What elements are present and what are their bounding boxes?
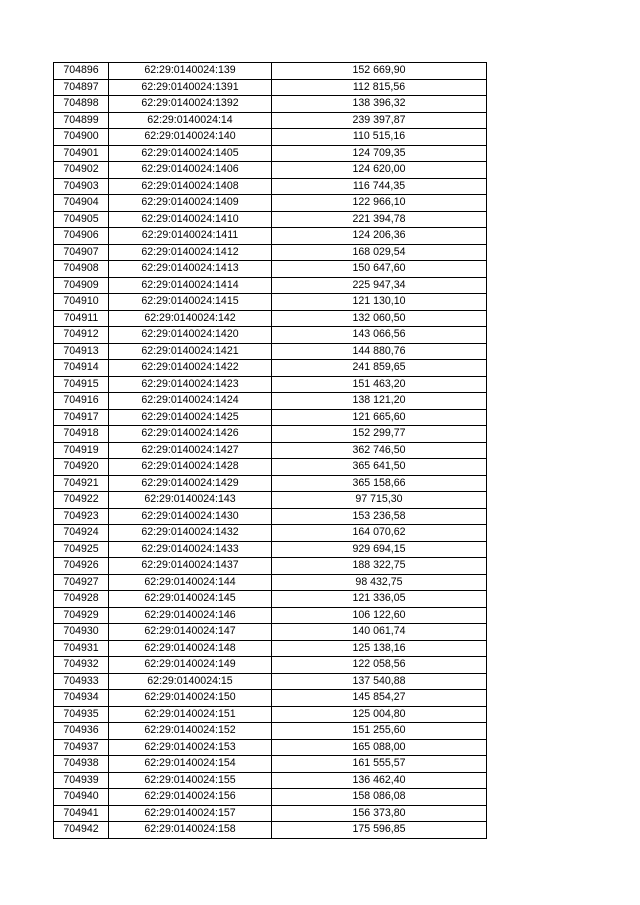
- table-row: [54, 607, 487, 624]
- row-number-cell: 704905: [54, 211, 109, 228]
- row-number-cell: 704908: [54, 261, 109, 278]
- cadastral-value-cell: 158 086,08: [272, 789, 487, 806]
- cadastral-number-cell: 62:29:0140024:1392: [109, 96, 272, 113]
- table-row: [54, 112, 487, 129]
- cadastral-value-cell: 121 665,60: [272, 409, 487, 426]
- row-number-cell: 704917: [54, 409, 109, 426]
- table-row: [54, 376, 487, 393]
- row-number-cell: 704902: [54, 162, 109, 179]
- cadastral-value-cell: 124 206,36: [272, 228, 487, 245]
- table-row: [54, 327, 487, 344]
- table-row: [54, 145, 487, 162]
- table-row: [54, 475, 487, 492]
- cadastral-value-table: [53, 62, 487, 839]
- row-number-cell: 704901: [54, 145, 109, 162]
- cadastral-value-cell: 125 138,16: [272, 640, 487, 657]
- row-number-cell: 704935: [54, 706, 109, 723]
- row-number-cell: 704923: [54, 508, 109, 525]
- cadastral-value-cell: 365 641,50: [272, 459, 487, 476]
- row-number-cell: 704912: [54, 327, 109, 344]
- table-row: [54, 343, 487, 360]
- cadastral-value-cell: 239 397,87: [272, 112, 487, 129]
- cadastral-value-cell: 121 130,10: [272, 294, 487, 311]
- row-number-cell: 704928: [54, 591, 109, 608]
- cadastral-number-cell: 62:29:0140024:1421: [109, 343, 272, 360]
- row-number-cell: 704914: [54, 360, 109, 377]
- row-number-cell: 704899: [54, 112, 109, 129]
- table-row: [54, 360, 487, 377]
- cadastral-value-cell: 143 066,56: [272, 327, 487, 344]
- row-number-cell: 704931: [54, 640, 109, 657]
- cadastral-number-cell: 62:29:0140024:151: [109, 706, 272, 723]
- row-number-cell: 704920: [54, 459, 109, 476]
- cadastral-number-cell: 62:29:0140024:1437: [109, 558, 272, 575]
- row-number-cell: 704940: [54, 789, 109, 806]
- cadastral-value-cell: 122 058,56: [272, 657, 487, 674]
- cadastral-value-cell: 112 815,56: [272, 79, 487, 96]
- row-number-cell: 704930: [54, 624, 109, 641]
- table-row: [54, 541, 487, 558]
- cadastral-value-cell: 106 122,60: [272, 607, 487, 624]
- row-number-cell: 704900: [54, 129, 109, 146]
- row-number-cell: 704897: [54, 79, 109, 96]
- table-row: [54, 426, 487, 443]
- table-row: [54, 211, 487, 228]
- row-number-cell: 704941: [54, 805, 109, 822]
- row-number-cell: 704924: [54, 525, 109, 542]
- cadastral-value-cell: 145 854,27: [272, 690, 487, 707]
- cadastral-number-cell: 62:29:0140024:1433: [109, 541, 272, 558]
- table-row: [54, 244, 487, 261]
- cadastral-number-cell: 62:29:0140024:1412: [109, 244, 272, 261]
- cadastral-number-cell: 62:29:0140024:143: [109, 492, 272, 509]
- cadastral-value-cell: 124 620,00: [272, 162, 487, 179]
- table-row: [54, 558, 487, 575]
- cadastral-number-cell: 62:29:0140024:148: [109, 640, 272, 657]
- cadastral-value-cell: 138 121,20: [272, 393, 487, 410]
- cadastral-value-cell: 929 694,15: [272, 541, 487, 558]
- cadastral-number-cell: 62:29:0140024:1429: [109, 475, 272, 492]
- cadastral-number-cell: 62:29:0140024:142: [109, 310, 272, 327]
- table-row: [54, 178, 487, 195]
- cadastral-number-cell: 62:29:0140024:1428: [109, 459, 272, 476]
- row-number-cell: 704939: [54, 772, 109, 789]
- table-row: [54, 706, 487, 723]
- cadastral-number-cell: 62:29:0140024:1413: [109, 261, 272, 278]
- row-number-cell: 704913: [54, 343, 109, 360]
- cadastral-number-cell: 62:29:0140024:1427: [109, 442, 272, 459]
- cadastral-value-cell: 151 255,60: [272, 723, 487, 740]
- cadastral-value-cell: 241 859,65: [272, 360, 487, 377]
- cadastral-number-cell: 62:29:0140024:1420: [109, 327, 272, 344]
- table-row: [54, 129, 487, 146]
- table-row: [54, 789, 487, 806]
- row-number-cell: 704919: [54, 442, 109, 459]
- table-row: [54, 822, 487, 839]
- table-row: [54, 79, 487, 96]
- cadastral-value-cell: 362 746,50: [272, 442, 487, 459]
- cadastral-value-cell: 221 394,78: [272, 211, 487, 228]
- table-row: [54, 409, 487, 426]
- cadastral-value-cell: 138 396,32: [272, 96, 487, 113]
- row-number-cell: 704906: [54, 228, 109, 245]
- table-row: [54, 294, 487, 311]
- cadastral-value-cell: 165 088,00: [272, 739, 487, 756]
- cadastral-number-cell: 62:29:0140024:1432: [109, 525, 272, 542]
- table-row: [54, 310, 487, 327]
- row-number-cell: 704903: [54, 178, 109, 195]
- cadastral-number-cell: 62:29:0140024:140: [109, 129, 272, 146]
- table-row: [54, 442, 487, 459]
- cadastral-number-cell: 62:29:0140024:139: [109, 63, 272, 80]
- table-body: [54, 63, 487, 839]
- table-row: [54, 772, 487, 789]
- cadastral-value-cell: 151 463,20: [272, 376, 487, 393]
- table-row: [54, 393, 487, 410]
- cadastral-number-cell: 62:29:0140024:15: [109, 673, 272, 690]
- cadastral-number-cell: 62:29:0140024:1415: [109, 294, 272, 311]
- cadastral-value-cell: 150 647,60: [272, 261, 487, 278]
- cadastral-value-cell: 168 029,54: [272, 244, 487, 261]
- table-row: [54, 723, 487, 740]
- table-row: [54, 277, 487, 294]
- cadastral-value-cell: 188 322,75: [272, 558, 487, 575]
- row-number-cell: 704929: [54, 607, 109, 624]
- cadastral-number-cell: 62:29:0140024:150: [109, 690, 272, 707]
- row-number-cell: 704938: [54, 756, 109, 773]
- row-number-cell: 704904: [54, 195, 109, 212]
- row-number-cell: 704916: [54, 393, 109, 410]
- table-row: [54, 624, 487, 641]
- table-row: [54, 574, 487, 591]
- table-row: [54, 195, 487, 212]
- cadastral-value-cell: 132 060,50: [272, 310, 487, 327]
- cadastral-value-cell: 225 947,34: [272, 277, 487, 294]
- cadastral-value-cell: 136 462,40: [272, 772, 487, 789]
- cadastral-number-cell: 62:29:0140024:1391: [109, 79, 272, 96]
- cadastral-value-cell: 140 061,74: [272, 624, 487, 641]
- cadastral-number-cell: 62:29:0140024:149: [109, 657, 272, 674]
- row-number-cell: 704915: [54, 376, 109, 393]
- row-number-cell: 704907: [54, 244, 109, 261]
- row-number-cell: 704925: [54, 541, 109, 558]
- cadastral-value-cell: 365 158,66: [272, 475, 487, 492]
- row-number-cell: 704932: [54, 657, 109, 674]
- cadastral-number-cell: 62:29:0140024:156: [109, 789, 272, 806]
- table-row: [54, 492, 487, 509]
- cadastral-number-cell: 62:29:0140024:154: [109, 756, 272, 773]
- cadastral-value-cell: 144 880,76: [272, 343, 487, 360]
- cadastral-number-cell: 62:29:0140024:1408: [109, 178, 272, 195]
- cadastral-number-cell: 62:29:0140024:146: [109, 607, 272, 624]
- cadastral-value-cell: 124 709,35: [272, 145, 487, 162]
- cadastral-value-cell: 156 373,80: [272, 805, 487, 822]
- cadastral-number-cell: 62:29:0140024:1426: [109, 426, 272, 443]
- table-row: [54, 261, 487, 278]
- row-number-cell: 704926: [54, 558, 109, 575]
- cadastral-number-cell: 62:29:0140024:157: [109, 805, 272, 822]
- cadastral-number-cell: 62:29:0140024:14: [109, 112, 272, 129]
- cadastral-number-cell: 62:29:0140024:1425: [109, 409, 272, 426]
- row-number-cell: 704927: [54, 574, 109, 591]
- cadastral-value-cell: 122 966,10: [272, 195, 487, 212]
- cadastral-value-cell: 152 299,77: [272, 426, 487, 443]
- row-number-cell: 704933: [54, 673, 109, 690]
- row-number-cell: 704898: [54, 96, 109, 113]
- table-row: [54, 228, 487, 245]
- cadastral-value-cell: 152 669,90: [272, 63, 487, 80]
- row-number-cell: 704896: [54, 63, 109, 80]
- cadastral-number-cell: 62:29:0140024:1406: [109, 162, 272, 179]
- cadastral-number-cell: 62:29:0140024:145: [109, 591, 272, 608]
- row-number-cell: 704937: [54, 739, 109, 756]
- row-number-cell: 704942: [54, 822, 109, 839]
- table-row: [54, 756, 487, 773]
- cadastral-number-cell: 62:29:0140024:1414: [109, 277, 272, 294]
- cadastral-number-cell: 62:29:0140024:155: [109, 772, 272, 789]
- row-number-cell: 704911: [54, 310, 109, 327]
- table-row: [54, 657, 487, 674]
- cadastral-value-cell: 110 515,16: [272, 129, 487, 146]
- row-number-cell: 704922: [54, 492, 109, 509]
- cadastral-number-cell: 62:29:0140024:1409: [109, 195, 272, 212]
- cadastral-value-cell: 153 236,58: [272, 508, 487, 525]
- cadastral-value-cell: 116 744,35: [272, 178, 487, 195]
- cadastral-number-cell: 62:29:0140024:1410: [109, 211, 272, 228]
- cadastral-value-cell: 97 715,30: [272, 492, 487, 509]
- table-row: [54, 63, 487, 80]
- cadastral-value-cell: 164 070,62: [272, 525, 487, 542]
- table-row: [54, 525, 487, 542]
- table-row: [54, 805, 487, 822]
- row-number-cell: 704909: [54, 277, 109, 294]
- cadastral-number-cell: 62:29:0140024:144: [109, 574, 272, 591]
- cadastral-number-cell: 62:29:0140024:1423: [109, 376, 272, 393]
- cadastral-number-cell: 62:29:0140024:1424: [109, 393, 272, 410]
- row-number-cell: 704910: [54, 294, 109, 311]
- cadastral-number-cell: 62:29:0140024:152: [109, 723, 272, 740]
- cadastral-number-cell: 62:29:0140024:153: [109, 739, 272, 756]
- table-row: [54, 508, 487, 525]
- table-row: [54, 640, 487, 657]
- row-number-cell: 704921: [54, 475, 109, 492]
- cadastral-number-cell: 62:29:0140024:1422: [109, 360, 272, 377]
- cadastral-number-cell: 62:29:0140024:147: [109, 624, 272, 641]
- cadastral-number-cell: 62:29:0140024:1430: [109, 508, 272, 525]
- cadastral-number-cell: 62:29:0140024:158: [109, 822, 272, 839]
- cadastral-value-cell: 121 336,05: [272, 591, 487, 608]
- cadastral-value-cell: 98 432,75: [272, 574, 487, 591]
- table-row: [54, 162, 487, 179]
- table-row: [54, 690, 487, 707]
- cadastral-value-cell: 125 004,80: [272, 706, 487, 723]
- row-number-cell: 704934: [54, 690, 109, 707]
- cadastral-value-cell: 137 540,88: [272, 673, 487, 690]
- table-row: [54, 96, 487, 113]
- table-row: [54, 739, 487, 756]
- row-number-cell: 704918: [54, 426, 109, 443]
- cadastral-value-cell: 175 596,85: [272, 822, 487, 839]
- row-number-cell: 704936: [54, 723, 109, 740]
- table-row: [54, 459, 487, 476]
- table-row: [54, 591, 487, 608]
- table-row: [54, 673, 487, 690]
- cadastral-value-cell: 161 555,57: [272, 756, 487, 773]
- cadastral-number-cell: 62:29:0140024:1405: [109, 145, 272, 162]
- cadastral-number-cell: 62:29:0140024:1411: [109, 228, 272, 245]
